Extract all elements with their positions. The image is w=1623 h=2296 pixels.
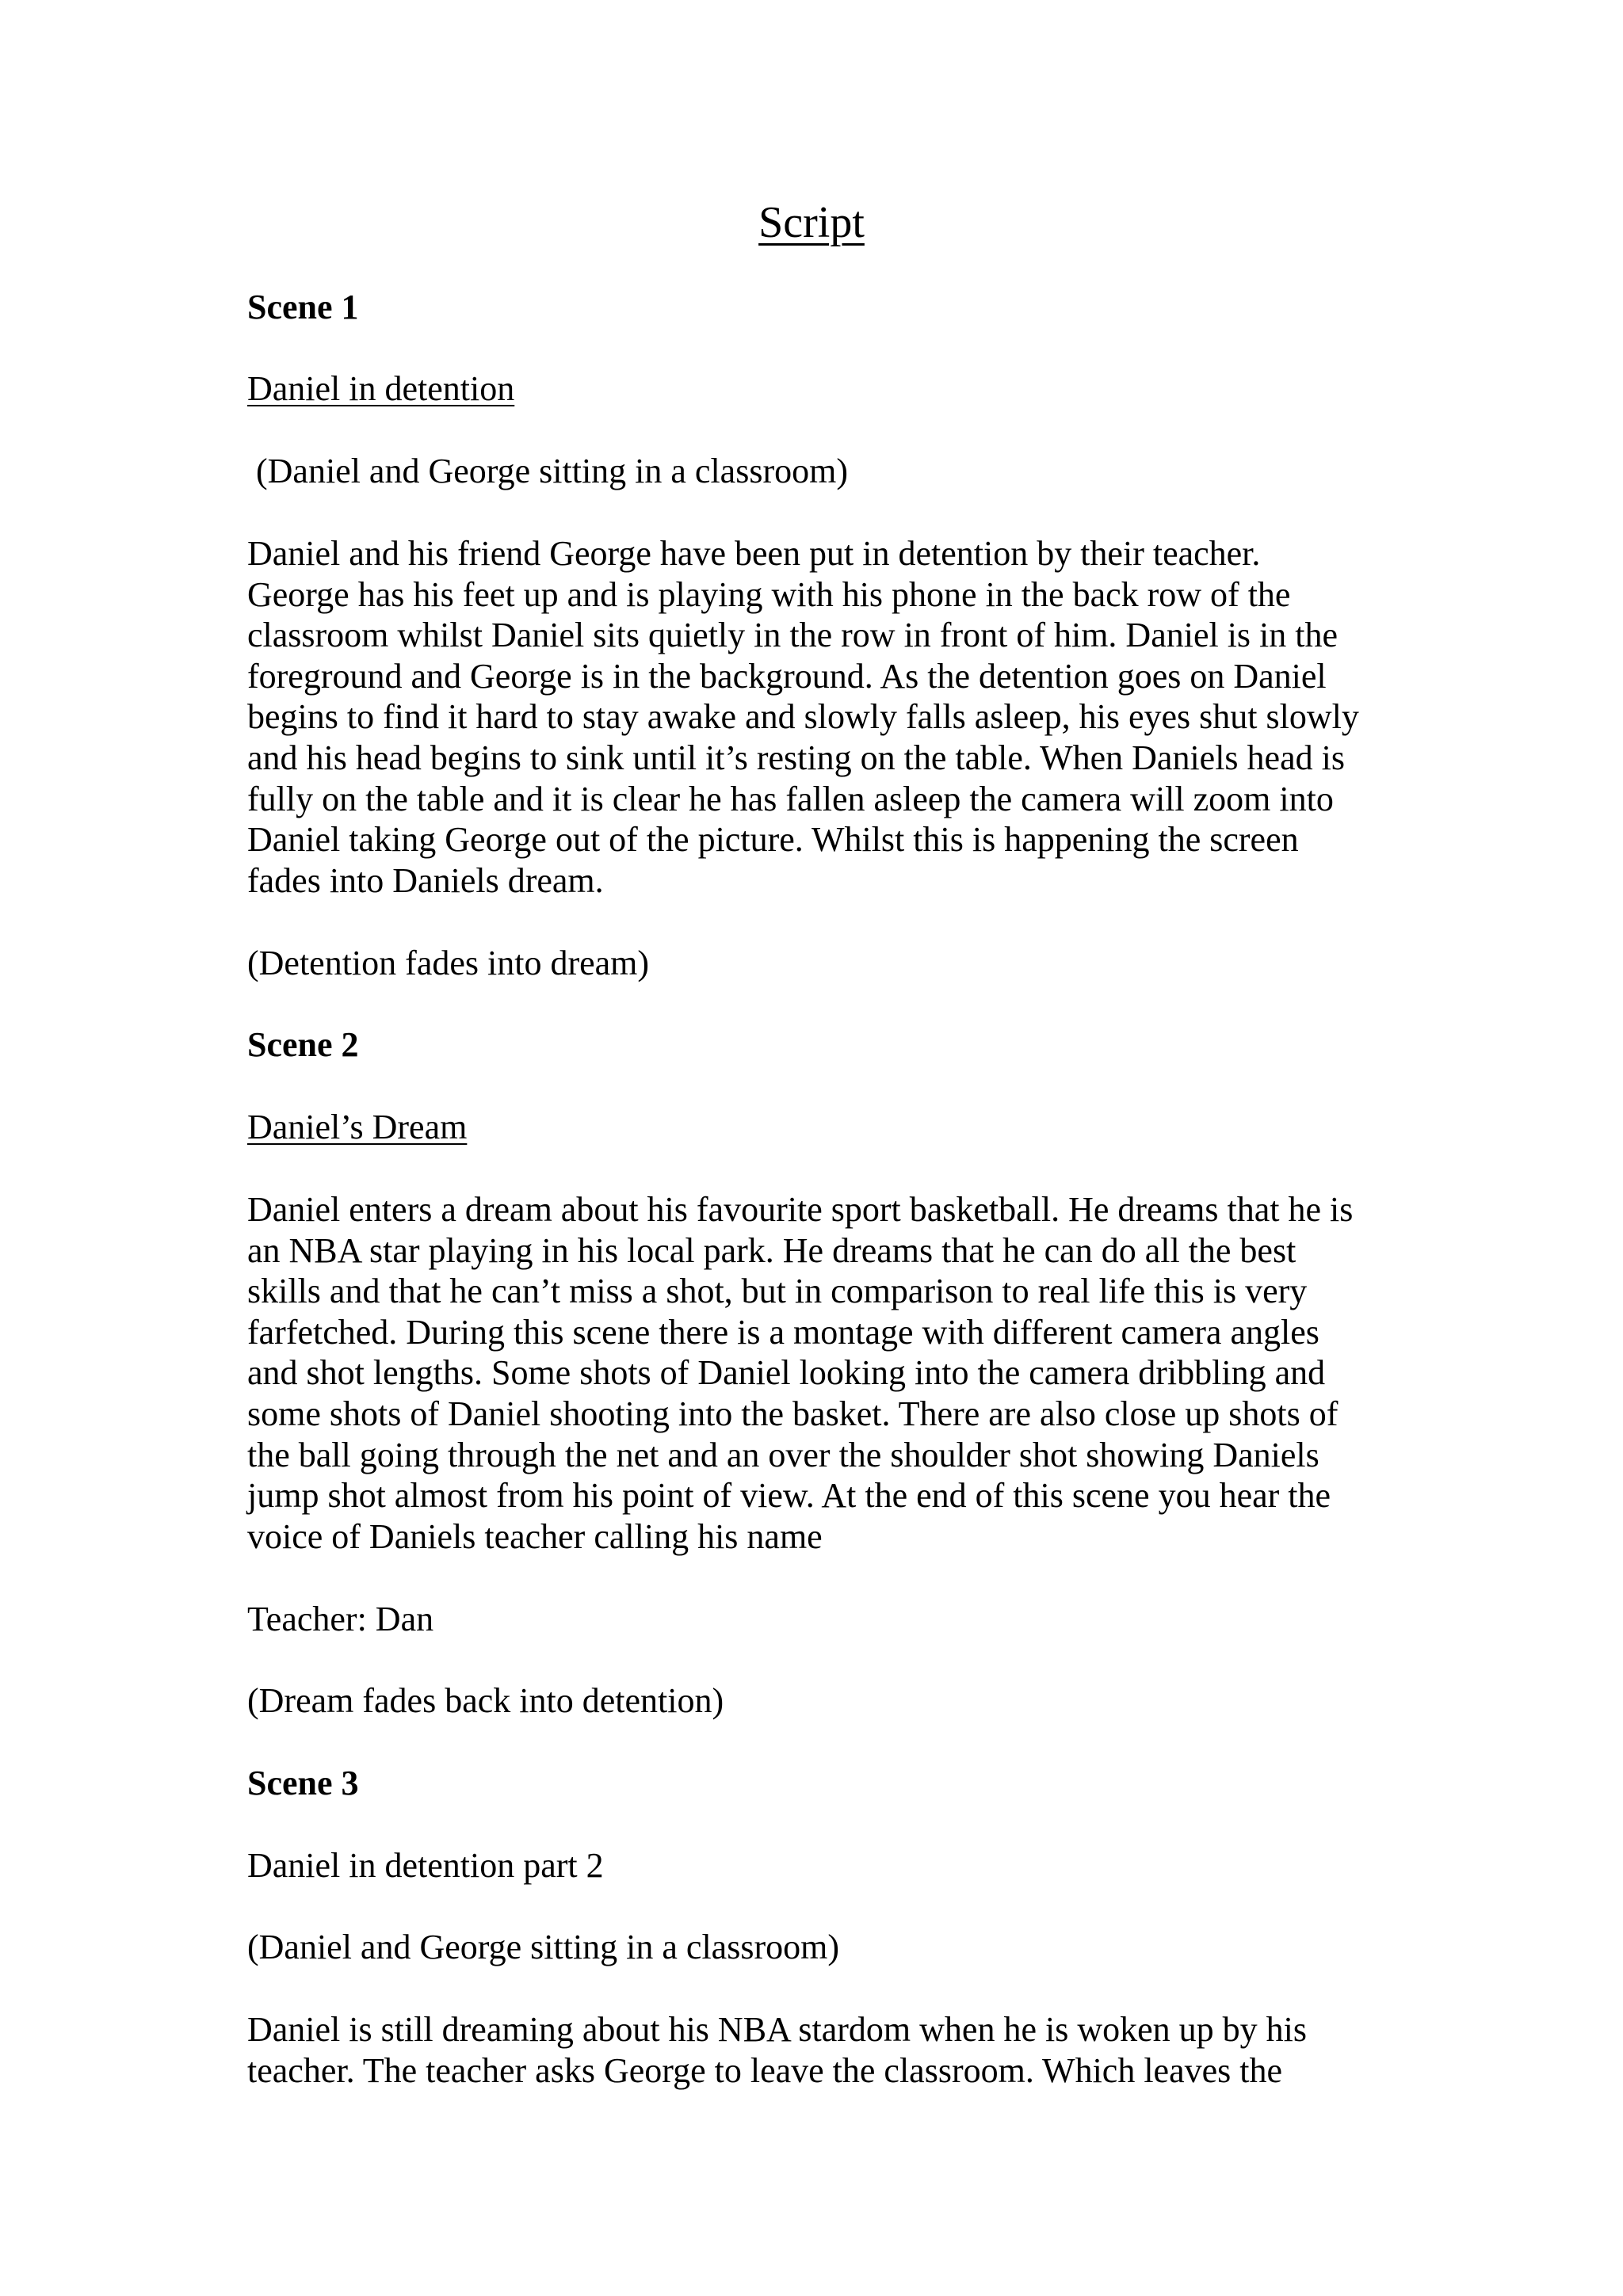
paragraph-line: teacher. The teacher asks George to leave the classroom. Which leaves the [247, 2050, 1283, 2090]
scene3-stage-direction: (Daniel and George sitting in a classroom) [247, 1928, 839, 1966]
paragraph-line: farfetched. During this scene there is a montage with different camera angles [247, 1312, 1319, 1352]
scene2-transition: (Dream fades back into detention) [247, 1681, 724, 1720]
scene2-paragraph [247, 1189, 1404, 1557]
paragraph-line: classroom whilst Daniel sits quietly in the row in front of him. Daniel is in the [247, 616, 1338, 655]
paragraph-line: and his head begins to sink until it’s resting on the table. When Daniels head is [247, 738, 1345, 777]
paragraph-line: fully on the table and it is clear he has fallen asleep the camera will zoom into [247, 779, 1334, 818]
scene3-heading: Scene 3 [247, 1764, 359, 1802]
scene2-heading: Scene 2 [247, 1025, 359, 1064]
paragraph-line: skills and that he can’t miss a shot, but in comparison to real life this is very [247, 1272, 1308, 1311]
scene1-subtitle: Daniel in detention [247, 369, 515, 408]
paragraph-line: Daniel enters a dream about his favourite sport basketball. He dreams that he is [247, 1190, 1354, 1229]
paragraph-line: Daniel is still dreaming about his NBA stardom when he is woken up by his [247, 2010, 1307, 2049]
scene2-dialogue: Teacher: Dan [247, 1600, 434, 1638]
paragraph-line: an NBA star playing in his local park. He dreams that he can do all the best [247, 1230, 1296, 1270]
scene1-stage-direction: (Daniel and George sitting in a classroom) [247, 452, 848, 490]
paragraph-line: Daniel taking George out of the picture. Whilst this is happening the screen [247, 820, 1299, 860]
document-title: Script [758, 198, 865, 247]
scene3-subtitle: Daniel in detention part 2 [247, 1846, 604, 1885]
paragraph-line: some shots of Daniel shooting into the basket. There are also close up shots of [247, 1394, 1338, 1433]
paragraph-line: foreground and George is in the background. As the detention goes on Daniel [247, 656, 1327, 696]
paragraph-line: George has his feet up and is playing with his phone in the back row of the [247, 574, 1291, 614]
paragraph-line: Daniel and his friend George have been put in detention by their teacher. [247, 534, 1261, 573]
paragraph-line: fades into Daniels dream. [247, 860, 604, 900]
paragraph-line: and shot lengths. Some shots of Daniel looking into the camera dribbling and [247, 1353, 1326, 1393]
scene1-heading: Scene 1 [247, 288, 359, 326]
paragraph-line: begins to find it hard to stay awake and slowly falls asleep, his eyes shut slowly [247, 697, 1359, 737]
paragraph-line: voice of Daniels teacher calling his name [247, 1516, 823, 1556]
scene2-subtitle: Daniel’s Dream [247, 1108, 468, 1146]
scene1-paragraph [247, 533, 1404, 901]
paragraph-line: the ball going through the net and an over the shoulder shot showing Daniels [247, 1435, 1319, 1474]
scene3-paragraph [247, 2009, 1404, 2091]
scene1-transition: (Detention fades into dream) [247, 944, 650, 982]
paragraph-line: jump shot almost from his point of view. At the end of this scene you hear the [247, 1476, 1331, 1516]
